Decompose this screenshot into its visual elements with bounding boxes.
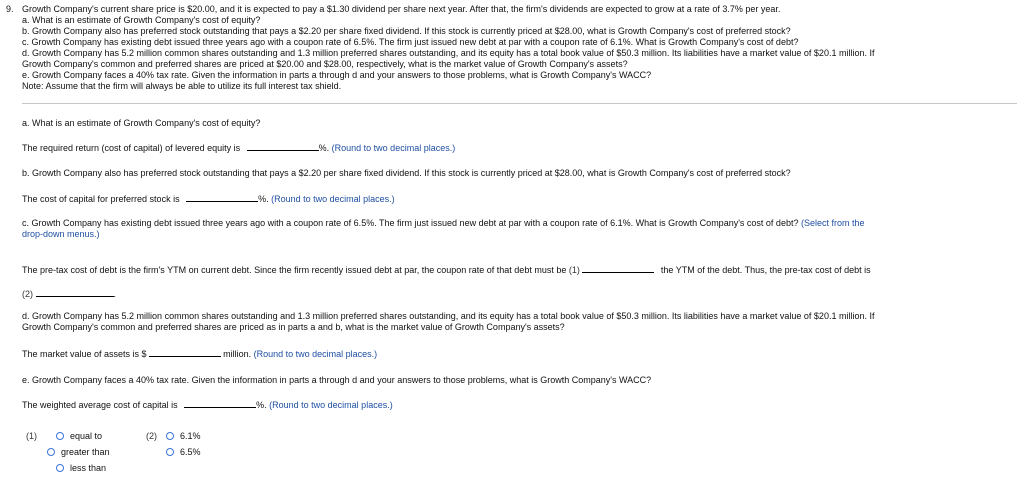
option-6-1-percent[interactable]: 6.1% (166, 431, 201, 442)
radio-icon (56, 464, 64, 472)
radio-icon (166, 432, 174, 440)
stem-intro: Growth Company's current share price is $20.00, and it is expected to pay a $1.30 dividend per share next year. After that, the firm's dividends are expected to grow at a rate of 3.7% per year. (22, 4, 781, 14)
part-e-prompt: The weighted average cost of capital is (22, 400, 178, 410)
options-group-2-label: (2) (146, 431, 157, 441)
cost-of-preferred-input[interactable] (186, 193, 258, 202)
part-c-sentence-mid: the YTM of the debt. Thus, the pre-tax cost of debt is (660, 265, 871, 275)
options-group-1-label: (1) (26, 431, 37, 441)
stem-part-d-line2: Growth Company's common and preferred shares are priced at $20.00 and $28.00, respectively, what is the market value of Growth Company's assets? (22, 59, 628, 69)
part-e-hint: (Round to two decimal places.) (269, 400, 393, 410)
part-d-prompt: The market value of assets is $ (22, 349, 147, 359)
question-number: 9. (6, 4, 14, 14)
part-e-answer-row (22, 399, 393, 411)
part-d-unit: million. (223, 349, 252, 359)
option-equal-to[interactable]: equal to (56, 431, 102, 442)
part-b-answer-row (22, 193, 395, 205)
part-a-question: a. What is an estimate of Growth Company's cost of equity? (22, 118, 261, 128)
part-c-hint-line2: drop-down menus.) (22, 229, 100, 239)
part-a-unit: %. (318, 143, 330, 153)
stem-part-c: c. Growth Company has existing debt issued three years ago with a coupon rate of 6.5%. The firm just issued new debt at par with a coupon rate of 6.1%. What is Growth Company's cost of debt? (22, 37, 799, 47)
stem-note: Note: Assume that the firm will always be able to utilize its full interest tax shield. (22, 81, 342, 91)
wacc-input[interactable] (184, 399, 256, 408)
part-c-question (22, 218, 865, 229)
part-e-question: e. Growth Company faces a 40% tax rate. Given the information in parts a through d and your answers to those problems, what is Growth Company's WACC? (22, 375, 652, 385)
part-c-hint-line1: (Select from the (800, 218, 865, 228)
cost-of-equity-input[interactable] (247, 142, 319, 151)
part-e-unit: %. (256, 400, 267, 410)
dropdown-1-label: (1) (568, 265, 580, 275)
dropdown-2-label: (2) (22, 289, 33, 299)
part-d-question-line1: d. Growth Company has 5.2 million common shares outstanding and 1.3 million preferred shares outstanding, and its equity has a total book value of $50.3 million. Its liabilities have a market value of $20.1 million. If (22, 311, 875, 321)
option-6-5-percent[interactable]: 6.5% (166, 447, 201, 458)
part-c-sentence-end: . (113, 289, 117, 299)
dropdown-2[interactable] (36, 288, 114, 297)
part-d-hint: (Round to two decimal places.) (253, 349, 378, 359)
part-b-hint: (Round to two decimal places.) (271, 194, 395, 204)
part-a-answer-row (22, 142, 455, 154)
part-c-sentence-start: The pre-tax cost of debt is the firm's YTM on current debt. Since the firm recently issued debt at par, the coupon rate of that debt must be (22, 265, 567, 275)
stem-part-a: a. What is an estimate of Growth Company's cost of equity? (22, 15, 261, 25)
market-value-assets-input[interactable] (149, 348, 221, 357)
radio-icon (47, 448, 55, 456)
stem-part-b: b. Growth Company also has preferred stock outstanding that pays a $2.20 per share fixed dividend. If this stock is currently priced at $28.00, what is Growth Company's cost of preferred stock? (22, 26, 791, 36)
part-a-hint: (Round to two decimal places.) (331, 143, 456, 153)
part-b-unit: %. (258, 194, 269, 204)
stem-part-d-line1: d. Growth Company has 5.2 million common shares outstanding and 1.3 million preferred shares outstanding, and its equity has a total book value of $50.3 million. Its liabilities have a market value of $20.1 million. If (22, 48, 875, 58)
part-b-prompt: The cost of capital for preferred stock is (22, 194, 180, 204)
part-c-sentence-row2 (22, 288, 116, 300)
dropdown-1[interactable] (582, 264, 654, 273)
option-greater-than[interactable]: greater than (47, 447, 110, 458)
part-d-question-line2: Growth Company's common and preferred shares are priced as in parts a and b, what is the market value of Growth Company's assets? (22, 322, 565, 332)
divider (22, 103, 1017, 104)
radio-icon (166, 448, 174, 456)
radio-icon (56, 432, 64, 440)
part-c-sentence-row1 (22, 264, 871, 276)
part-d-answer-row (22, 348, 377, 360)
part-c-question-text: c. Growth Company has existing debt issued three years ago with a coupon rate of 6.5%. The firm just issued new debt at par with a coupon rate of 6.1%. What is Growth Company's cost of debt? (22, 218, 799, 228)
option-less-than[interactable]: less than (56, 463, 106, 474)
stem-part-e: e. Growth Company faces a 40% tax rate. Given the information in parts a through d and your answers to those problems, what is Growth Company's WACC? (22, 70, 652, 80)
part-a-prompt: The required return (cost of capital) of levered equity is (22, 143, 241, 153)
part-b-question: b. Growth Company also has preferred stock outstanding that pays a $2.20 per share fixed dividend. If this stock is currently priced at $28.00, what is Growth Company's cost of preferred stock? (22, 168, 791, 178)
